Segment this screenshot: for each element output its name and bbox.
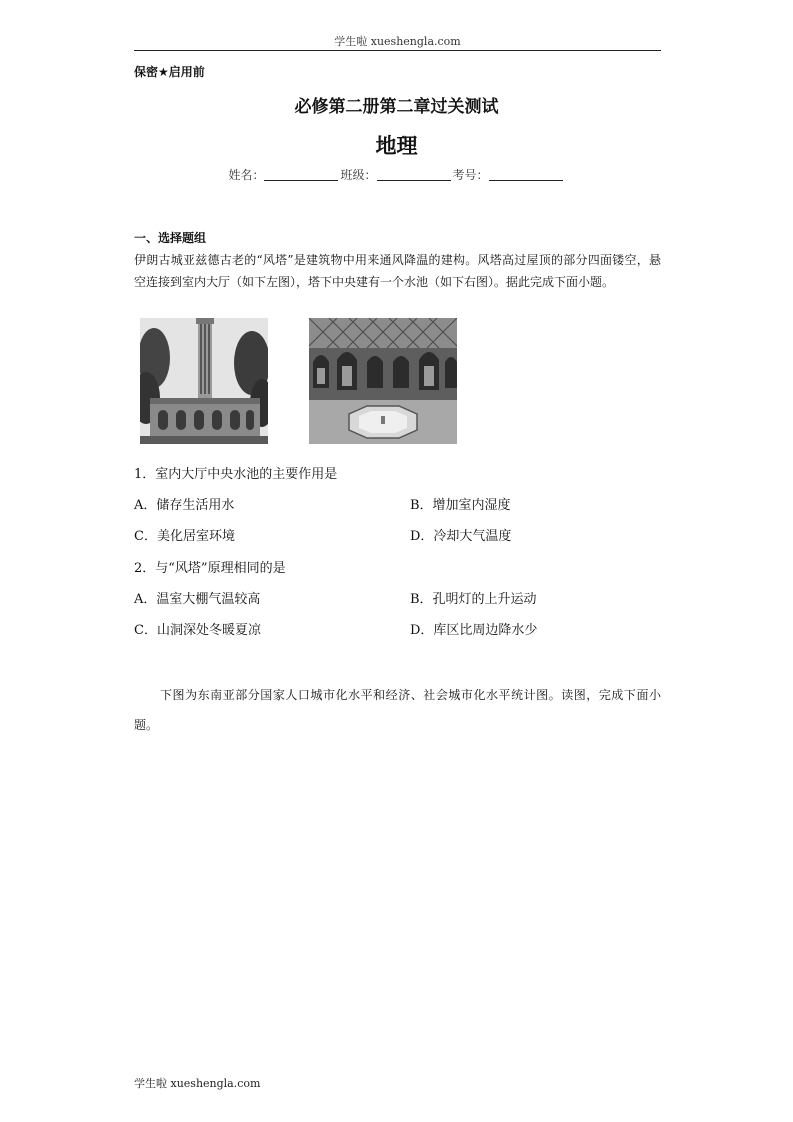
page-footer: 学生啦 xueshengla.com xyxy=(134,1077,261,1090)
secret-mark: 保密★启用前 xyxy=(134,65,205,79)
exam-title: 必修第二册第二章过关测试 xyxy=(294,97,499,117)
student-info xyxy=(0,166,793,183)
class-label: 班级： xyxy=(340,168,377,182)
class-blank[interactable] xyxy=(377,168,451,181)
question-2-option-b[interactable]: B．孔明灯的上升运动 xyxy=(410,592,537,607)
question-1-option-a[interactable]: A．储存生活用水 xyxy=(134,498,235,513)
wind-tower-photo xyxy=(140,318,268,444)
question-1-option-b[interactable]: B．增加室内湿度 xyxy=(410,498,511,513)
question-1-option-c[interactable]: C．美化居室环境 xyxy=(134,529,235,544)
question-2-option-a[interactable]: A．温室大棚气温较高 xyxy=(134,592,261,607)
section-heading: 一、选择题组 xyxy=(134,231,207,245)
name-label: 姓名： xyxy=(228,168,265,182)
id-label: 考号： xyxy=(452,168,489,182)
intro-text: 伊朗古城亚兹德古老的“风塔”是建筑物中用来通风降温的建构。风塔高过屋顶的部分四面镂空，悬空连接到室内大厅（如下左图），塔下中央建有一个水池（如下右图）。据此完成下面小题。 xyxy=(134,253,661,289)
question-1-option-d[interactable]: D．冷却大气温度 xyxy=(410,529,512,544)
header-rule xyxy=(134,50,661,51)
question-2-option-c[interactable]: C．山洞深处冬暖夏凉 xyxy=(134,623,261,638)
interior-pool-photo xyxy=(309,318,457,444)
name-blank[interactable] xyxy=(264,168,338,181)
question-1-stem: 1．室内大厅中央水池的主要作用是 xyxy=(134,467,338,482)
subject-title: 地理 xyxy=(375,134,418,158)
next-group-intro: 下图为东南亚部分国家人口城市化水平和经济、社会城市化水平统计图。读图，完成下面小题。 xyxy=(134,688,661,732)
question-2-stem: 2．与“风塔”原理相同的是 xyxy=(134,561,286,576)
question-2-option-d[interactable]: D．库区比周边降水少 xyxy=(410,623,538,638)
page-header: 学生啦 xueshengla.com xyxy=(334,35,461,48)
id-blank[interactable] xyxy=(489,168,563,181)
